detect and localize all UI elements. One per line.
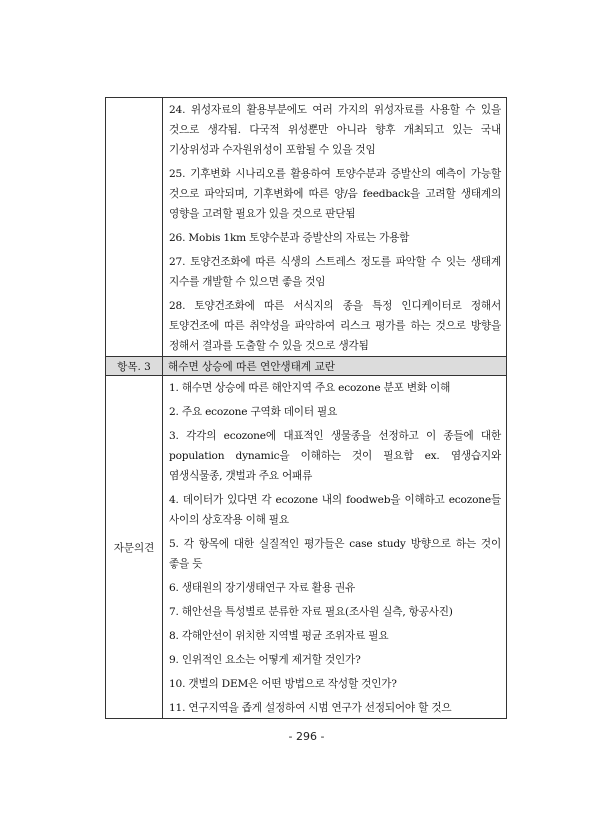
advice-content — [163, 376, 507, 719]
list-item: 9. 인위적인 요소는 어떻게 제거할 것인가? — [169, 654, 361, 666]
item-header-row — [106, 357, 507, 376]
list-item: 5. 각 항목에 대한 실질적인 평가들은 case study 방향으로 하는 것이 좋을 듯 — [169, 538, 501, 570]
list-item: 28. 토양건조화에 따른 서식지의 종을 특정 인디케이터로 정해서 토양건조에 따른 취약성을 파악하여 리스크 평가를 하는 것으로 방향을 정해서 결과를 도출할 수 있을 것으로 생각됨 — [169, 300, 501, 352]
list-item: 10. 갯벌의 DEM은 어떤 방법으로 작성할 것인가? — [169, 678, 397, 690]
top-block-content — [163, 98, 507, 357]
list-item: 11. 연구지역을 좁게 설정하여 시범 연구가 선정되어야 할 것으 — [169, 702, 452, 714]
advisory-table — [105, 97, 507, 719]
advice-row — [106, 376, 507, 719]
list-item: 1. 해수면 상승에 따른 해안지역 주요 ecozone 분포 변화 이해 — [169, 382, 451, 394]
list-item: 25. 기후변화 시나리오를 활용하여 토양수분과 증발산의 예측이 가능할 것으로 파악되며, 기후변화에 따른 양/음 feedback을 고려할 생태계의 영향을 고려할 필요가 있을 것으로 판단됨 — [169, 168, 501, 220]
list-item: 2. 주요 ecozone 구역화 데이터 필요 — [169, 406, 338, 418]
list-item: 4. 데이터가 있다면 각 ecozone 내의 foodweb을 이해하고 ecozone들 사이의 상호작용 이해 필요 — [169, 494, 501, 526]
list-item: 27. 토양건조화에 따른 식생의 스트레스 정도를 파악할 수 잇는 생태계 지수를 개발할 수 있으면 좋을 것임 — [169, 256, 501, 288]
list-item: 6. 생태원의 장기생태연구 자료 활용 권유 — [169, 582, 356, 594]
item-number-label: 항목. 3 — [106, 357, 163, 376]
page-number: - 296 - — [288, 730, 325, 743]
list-item: 7. 해안선을 특성별로 분류한 자료 필요(조사원 실측, 항공사진) — [169, 606, 453, 618]
top-block-label-cell — [106, 98, 163, 357]
list-item: 8. 각해안선이 위치한 지역별 평균 조위자료 필요 — [169, 630, 389, 642]
list-item: 26. Mobis 1km 토양수분과 증발산의 자료는 가용함 — [169, 232, 410, 244]
item-title: 해수면 상승에 따른 연안생태계 교란 — [163, 357, 507, 376]
list-item: 3. 각각의 ecozone에 대표적인 생물종을 선정하고 이 종들에 대한 population dynamic을 이해하는 것이 필요함 ex. 염생습지와 염생식물종, 갯벌과 주요 어패류 — [169, 430, 501, 482]
top-block-row — [106, 98, 507, 357]
advice-label: 자문의견 — [106, 376, 163, 719]
list-item: 24. 위성자료의 활용부분에도 여러 가지의 위성자료를 사용할 수 있을 것으로 생각됨. 다국적 위성뿐만 아니라 향후 개최되고 있는 국내 기상위성과 수자원위성이 포함될 수 있을 것임 — [169, 104, 501, 156]
